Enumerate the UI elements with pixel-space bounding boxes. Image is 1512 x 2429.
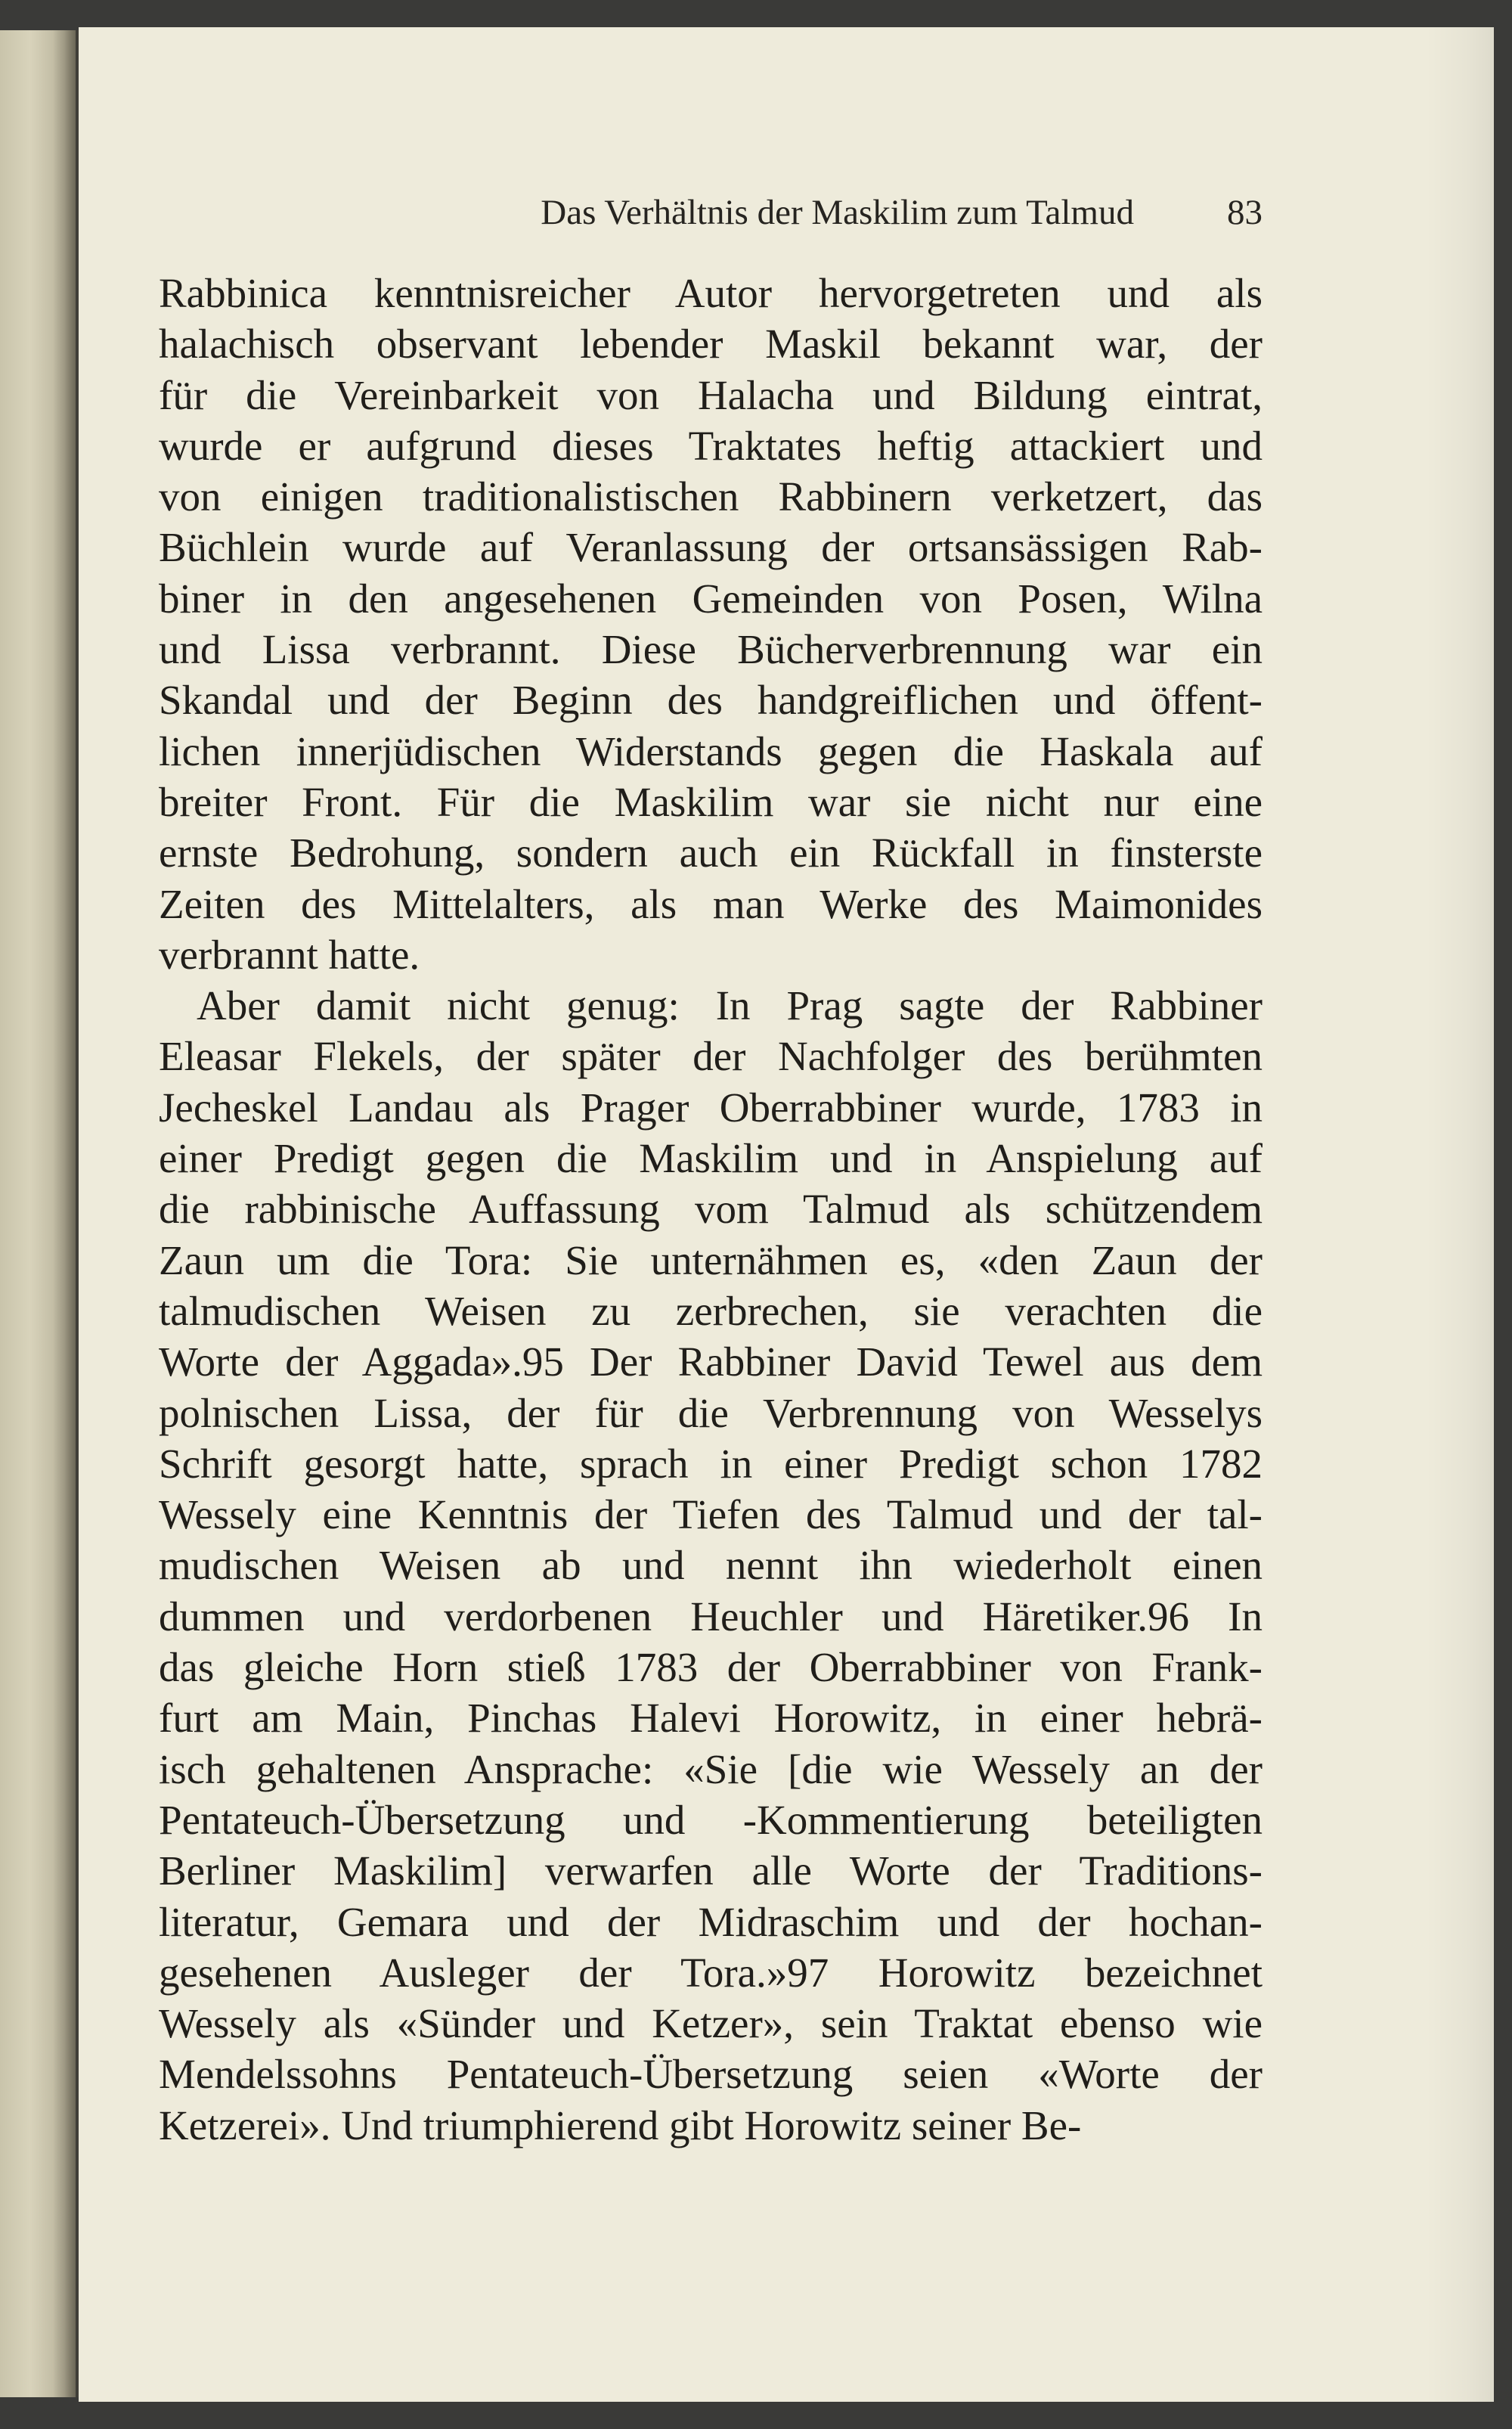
page-fore-edge [1426, 27, 1494, 2402]
text-line: breiter Front. Für die Maskilim war sie nicht nur eine [159, 778, 1263, 825]
text-line: ernste Bedrohung, sondern auch ein Rückfall in finsterste [159, 830, 1263, 876]
text-line: talmudischen Weisen zu zerbrechen, sie verachten die [159, 1287, 1263, 1334]
text-line: furt am Main, Pinchas Halevi Horowitz, in einer hebrä- [159, 1695, 1263, 1742]
text-line: Ketzerei». Und triumphierend gibt Horowitz seiner Be- [159, 2102, 1082, 2148]
text-line: gesehenen Ausleger der Tora.»97 Horowitz bezeichnet [159, 1949, 1263, 1996]
text-line: Jecheskel Landau als Prager Oberrabbiner wurde, 1783 in [159, 1084, 1263, 1131]
text-line: Eleasar Flekels, der später der Nachfolger des berühmten [159, 1033, 1263, 1080]
text-line: Mendelssohns Pentateuch-Übersetzung seien «Worte der [159, 2051, 1263, 2098]
text-line: isch gehaltenen Ansprache: «Sie [die wie Wessely an der [159, 1745, 1263, 1792]
text-line: Büchlein wurde auf Veranlassung der ortsansässigen Rab- [159, 524, 1263, 571]
text-line: halachisch observant lebender Maskil bekannt war, der [159, 321, 1263, 368]
text-line: für die Vereinbarkeit von Halacha und Bildung eintrat, [159, 371, 1263, 418]
text-line: die rabbinische Auffassung vom Talmud als schützendem [159, 1186, 1263, 1233]
text-line: lichen innerjüdischen Widerstands gegen die Haskala auf [159, 727, 1263, 774]
text-line: einer Predigt gegen die Maskilim und in Anspielung auf [159, 1135, 1263, 1182]
running-head [79, 192, 1263, 245]
gutter-shadow [53, 30, 80, 2397]
text-line: Rabbinica kenntnisreicher Autor hervorgetreten und als [159, 270, 1263, 316]
text-line: dummen und verdorbenen Heuchler und Häretiker.96 In [159, 1593, 1263, 1639]
text-line: Wessely eine Kenntnis der Tiefen des Talmud und der tal- [159, 1491, 1263, 1538]
body-text [159, 268, 1263, 2151]
page-number: 83 [1227, 193, 1263, 232]
text-line: mudischen Weisen ab und nennt ihn wiederholt einen [159, 1542, 1263, 1589]
running-head-title: Das Verhältnis der Maskilim zum Talmud [541, 193, 1134, 232]
text-line: verbrannt hatte. [159, 931, 420, 978]
text-line: von einigen traditionalistischen Rabbinern verketzert, das [159, 473, 1263, 520]
text-line: wurde er aufgrund dieses Traktates heftig attackiert und [159, 422, 1263, 469]
text-line: und Lissa verbrannt. Diese Bücherverbrennung war ein [159, 626, 1263, 673]
text-line: Schrift gesorgt hatte, sprach in einer Predigt schon 1782 [159, 1440, 1263, 1487]
text-line: polnischen Lissa, der für die Verbrennung von Wesselys [159, 1389, 1263, 1436]
text-line: das gleiche Horn stieß 1783 der Oberrabbiner von Frank- [159, 1644, 1263, 1691]
text-line: Skandal und der Beginn des handgreiflichen und öffent- [159, 677, 1263, 724]
book-page [79, 27, 1494, 2402]
text-line: literatur, Gemara und der Midraschim und der hochan- [159, 1898, 1263, 1945]
text-line: Zaun um die Tora: Sie unternähmen es, «den Zaun der [159, 1236, 1263, 1283]
text-line: biner in den angesehenen Gemeinden von Posen, Wilna [159, 575, 1263, 622]
text-line: Berliner Maskilim] verwarfen alle Worte der Traditions- [159, 1847, 1263, 1894]
text-line: Zeiten des Mittelalters, als man Werke des Maimonides [159, 880, 1263, 927]
text-line: Worte der Aggada».95 Der Rabbiner David Tewel aus dem [159, 1339, 1263, 1385]
text-line: Wessely als «Sünder und Ketzer», sein Traktat ebenso wie [159, 2000, 1263, 2047]
text-line: Pentateuch-Übersetzung und -Kommentierung beteiligten [159, 1796, 1263, 1843]
text-line: Aber damit nicht genug: In Prag sagte der Rabbiner [197, 982, 1263, 1029]
